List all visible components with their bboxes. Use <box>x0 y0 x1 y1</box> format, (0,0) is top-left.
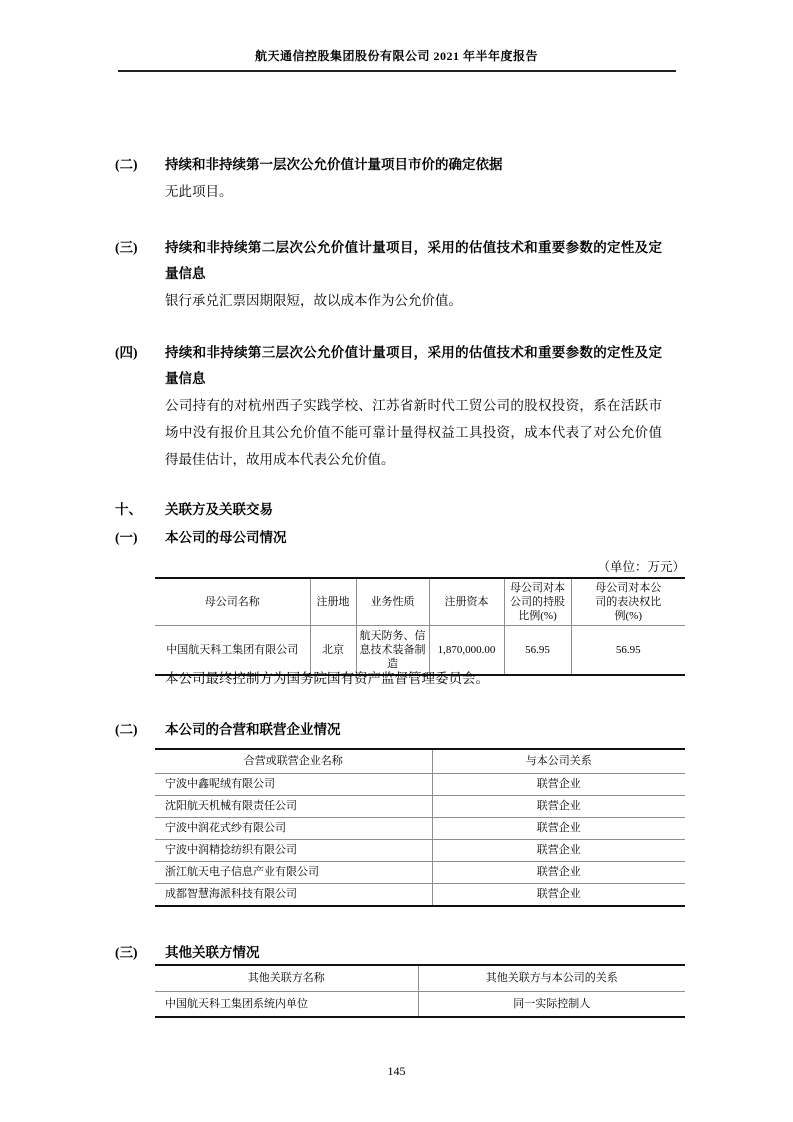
cell-relationship: 联营企业 <box>432 795 685 817</box>
section-body: 银行承兑汇票因期限短，故以成本作为公允价值。 <box>165 293 462 308</box>
table-row <box>155 991 685 1016</box>
section-other-related-parties <box>115 940 675 966</box>
table-row <box>155 773 685 795</box>
section-number: 十、 <box>115 502 142 517</box>
other-related-parties-table <box>155 964 685 1018</box>
cell-business-nature: 航天防务、信息技术装备制造 <box>356 626 429 674</box>
col-other-party-name: 其他关联方名称 <box>155 966 418 991</box>
section-title: 持续和非持续第二层次公允价值计量项目，采用的估值技术和重要参数的定性及定量信息 <box>165 240 662 281</box>
section-fair-value-level2 <box>115 235 675 314</box>
cell-other-party-name: 中国航天科工集团系统内单位 <box>155 991 418 1016</box>
section-number: (三) <box>115 945 138 960</box>
section-title: 持续和非持续第三层次公允价值计量项目，采用的估值技术和重要参数的定性及定量信息 <box>165 345 662 386</box>
table-row <box>155 795 685 817</box>
table-row <box>155 839 685 861</box>
section-related-party-transactions <box>115 497 675 523</box>
cell-relationship: 联营企业 <box>432 839 685 861</box>
cell-enterprise-name: 宁波中润花式纱有限公司 <box>155 817 432 839</box>
col-registered-place: 注册地 <box>310 579 356 626</box>
table-row <box>155 817 685 839</box>
section-number: (一) <box>115 530 138 545</box>
section-fair-value-level1 <box>115 152 675 205</box>
section-number: (二) <box>115 157 138 172</box>
ultimate-controller-note: 本公司最终控制方为国务院国有资产监督管理委员会。 <box>165 671 489 686</box>
cell-relationship: 联营企业 <box>432 861 685 883</box>
cell-relationship: 联营企业 <box>432 883 685 905</box>
col-relationship: 与本公司关系 <box>432 750 685 773</box>
cell-relationship: 联营企业 <box>432 817 685 839</box>
unit-label: （单位：万元） <box>597 560 685 574</box>
table-header-row <box>155 750 685 773</box>
col-enterprise-name: 合营或联营企业名称 <box>155 750 432 773</box>
section-title: 本公司的合营和联营企业情况 <box>165 722 341 737</box>
cell-enterprise-name: 浙江航天电子信息产业有限公司 <box>155 861 432 883</box>
section-title: 持续和非持续第一层次公允价值计量项目市价的确定依据 <box>165 157 503 172</box>
col-voting-ratio: 母公司对本公司的表决权比例(%) <box>571 579 685 626</box>
cell-registered-place: 北京 <box>310 626 356 674</box>
section-joint-ventures <box>115 717 675 743</box>
section-title: 其他关联方情况 <box>165 945 260 960</box>
cell-voting-ratio: 56.95 <box>571 626 685 674</box>
section-fair-value-level3 <box>115 340 675 473</box>
col-business-nature: 业务性质 <box>356 579 429 626</box>
col-other-party-relationship: 其他关联方与本公司的关系 <box>418 966 685 991</box>
cell-enterprise-name: 宁波中鑫呢绒有限公司 <box>155 773 432 795</box>
section-number: (四) <box>115 345 138 360</box>
cell-shareholding-ratio: 56.95 <box>504 626 571 674</box>
page-number: 145 <box>387 1064 406 1078</box>
section-title: 关联方及关联交易 <box>165 502 273 517</box>
section-body: 公司持有的对杭州西子实践学校、江苏省新时代工贸公司的股权投资，系在活跃市场中没有报价且其公允价值不能可靠计量得权益工具投资，成本代表了对公允价值得最佳估计，故用成本代表公允价值。 <box>165 398 662 467</box>
table-header-row <box>155 579 685 626</box>
table-row <box>155 883 685 905</box>
cell-registered-capital: 1,870,000.00 <box>429 626 504 674</box>
cell-other-party-relationship: 同一实际控制人 <box>418 991 685 1016</box>
cell-relationship: 联营企业 <box>432 773 685 795</box>
header-rule <box>118 70 676 72</box>
section-number: (二) <box>115 722 138 737</box>
parent-company-table <box>155 577 685 676</box>
col-registered-capital: 注册资本 <box>429 579 504 626</box>
table-header-row <box>155 966 685 991</box>
cell-enterprise-name: 沈阳航天机械有限责任公司 <box>155 795 432 817</box>
col-shareholding-ratio: 母公司对本公司的持股比例(%) <box>504 579 571 626</box>
table-row <box>155 861 685 883</box>
cell-enterprise-name: 宁波中润精捻纺织有限公司 <box>155 839 432 861</box>
joint-ventures-table <box>155 748 685 907</box>
report-header-title: 航天通信控股集团股份有限公司 2021 年半年度报告 <box>254 49 538 63</box>
section-title: 本公司的母公司情况 <box>165 530 287 545</box>
col-parent-name: 母公司名称 <box>155 579 310 626</box>
section-number: (三) <box>115 240 138 255</box>
section-parent-company <box>115 525 675 551</box>
section-body: 无此项目。 <box>165 184 233 199</box>
cell-enterprise-name: 成都智慧海派科技有限公司 <box>155 883 432 905</box>
cell-parent-name: 中国航天科工集团有限公司 <box>155 626 310 674</box>
